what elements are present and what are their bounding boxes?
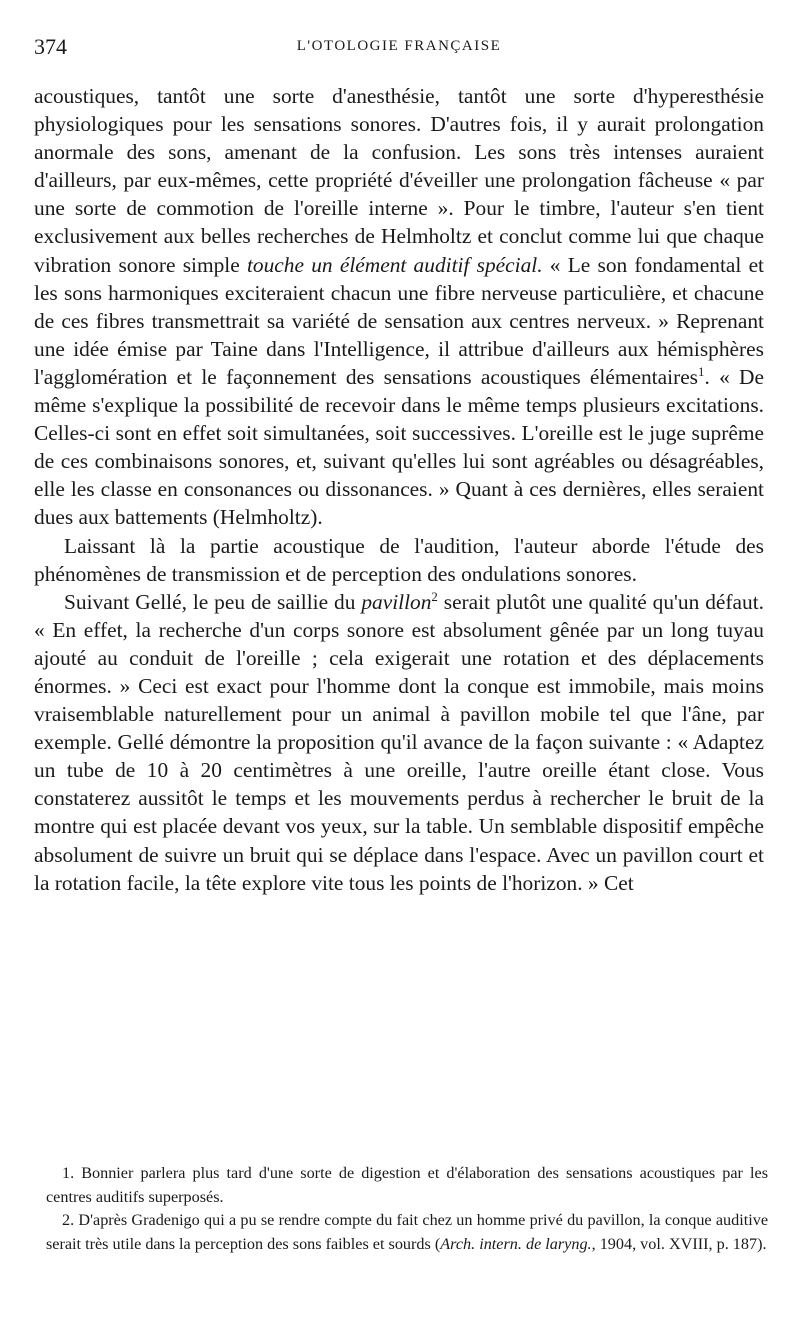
body-text bbox=[34, 82, 764, 897]
text-run: « Le son fondamental et les sons harmoniques exciteraient chacun une fibre nerveuse particulière, et chacune de ces fibres transmettrait sa variété de sensation aux centres nerveux. » Reprenant une idée émise par Taine dans l'Intelligence, il attribue d'ailleurs aux hémisphères l'agglomération et le façonnement des sensations acoustiques élémentaires bbox=[34, 252, 765, 389]
paragraph bbox=[34, 82, 764, 532]
text-run: . « De même s'explique la possibilité de recevoir dans le même temps plusieurs excitations. Celles-ci sont en effet soit simultanées, soit successives. L'oreille est le juge suprême de ces combinaisons sonores, et, suivant qu'elles lui sont agréables ou désagréables, elle les classe en consonances ou dissonances. » Quant à ces dernières, elles seraient dues aux battements (Helmholtz). bbox=[34, 364, 764, 530]
text-run: Laissant là la partie acoustique de l'audition, l'auteur aborde l'étude des phénomènes de transmission et de perception des ondulations sonores. bbox=[34, 533, 764, 586]
footnote bbox=[46, 1162, 768, 1209]
italic-text: touche un élément auditif spécial. bbox=[246, 252, 543, 277]
running-title: L'OTOLOGIE FRANÇAISE bbox=[296, 38, 502, 54]
paragraph bbox=[34, 588, 764, 897]
text-run: , 1904, vol. XVIII, p. 187). bbox=[591, 1235, 767, 1254]
italic-text: Arch. intern. de laryng. bbox=[440, 1235, 592, 1254]
text-run: acoustiques, tantôt une sorte d'anesthésie, tantôt une sorte d'hyperesthésie physiologiques pour les sensations sonores. D'autres fois, il y aurait prolongation anormale des sons, amenant de la confusion. Les sons très intenses auraient d'ailleurs, par eux-mêmes, cette propriété d'éveiller une prolongation fâcheuse « par une sorte de commotion de l'oreille interne ». Pour le timbre, l'auteur s'en tient exclusivement aux belles recherches de Helmholtz et conclut comme lui que chaque vibration sonore simple bbox=[34, 84, 764, 277]
page-header bbox=[34, 34, 764, 64]
footnote-ref: 1 bbox=[698, 364, 705, 379]
italic-text: pavillon bbox=[361, 589, 432, 614]
text-run: Suivant Gellé, le peu de saillie du bbox=[64, 589, 362, 614]
paragraph bbox=[34, 532, 764, 588]
text-run: 1. Bonnier parlera plus tard d'une sorte de digestion et d'élaboration des sensations acoustiques par les centres auditifs superposés. bbox=[46, 1164, 768, 1206]
footnotes bbox=[46, 1162, 768, 1257]
text-run: 2. D'après Gradenigo qui a pu se rendre compte du fait chez un homme privé du pavillon, la conque auditive serait très utile dans la perception des sons faibles et sourds ( bbox=[46, 1211, 768, 1254]
footnote-ref: 2 bbox=[431, 589, 438, 604]
footnote bbox=[46, 1209, 768, 1256]
page-number: 374 bbox=[34, 34, 67, 59]
text-run: serait plutôt une qualité qu'un défaut. « En effet, la recherche d'un corps sonore est absolument gênée par un long tuyau ajouté au conduit de l'oreille ; cela exigerait une rotation et des déplacements énormes. » Ceci est exact pour l'homme dont la conque est immobile, mais moins vraisemblable naturellement pour un animal à pavillon mobile tel que l'âne, par exemple. Gellé démontre la proposition qu'il avance de la façon suivante : « Adaptez un tube de 10 à 20 centimètres à une oreille, l'autre oreille étant close. Vous constaterez aussitôt le temps et les mouvements perdus à rechercher le bruit de la montre qui est placée devant vos yeux, sur la table. Un semblable dispositif empêche absolument de suivre un bruit qui se déplace dans l'espace. Avec un pavillon court et la rotation facile, la tête explore vite tous les points de l'horizon. » Cet bbox=[34, 589, 764, 895]
